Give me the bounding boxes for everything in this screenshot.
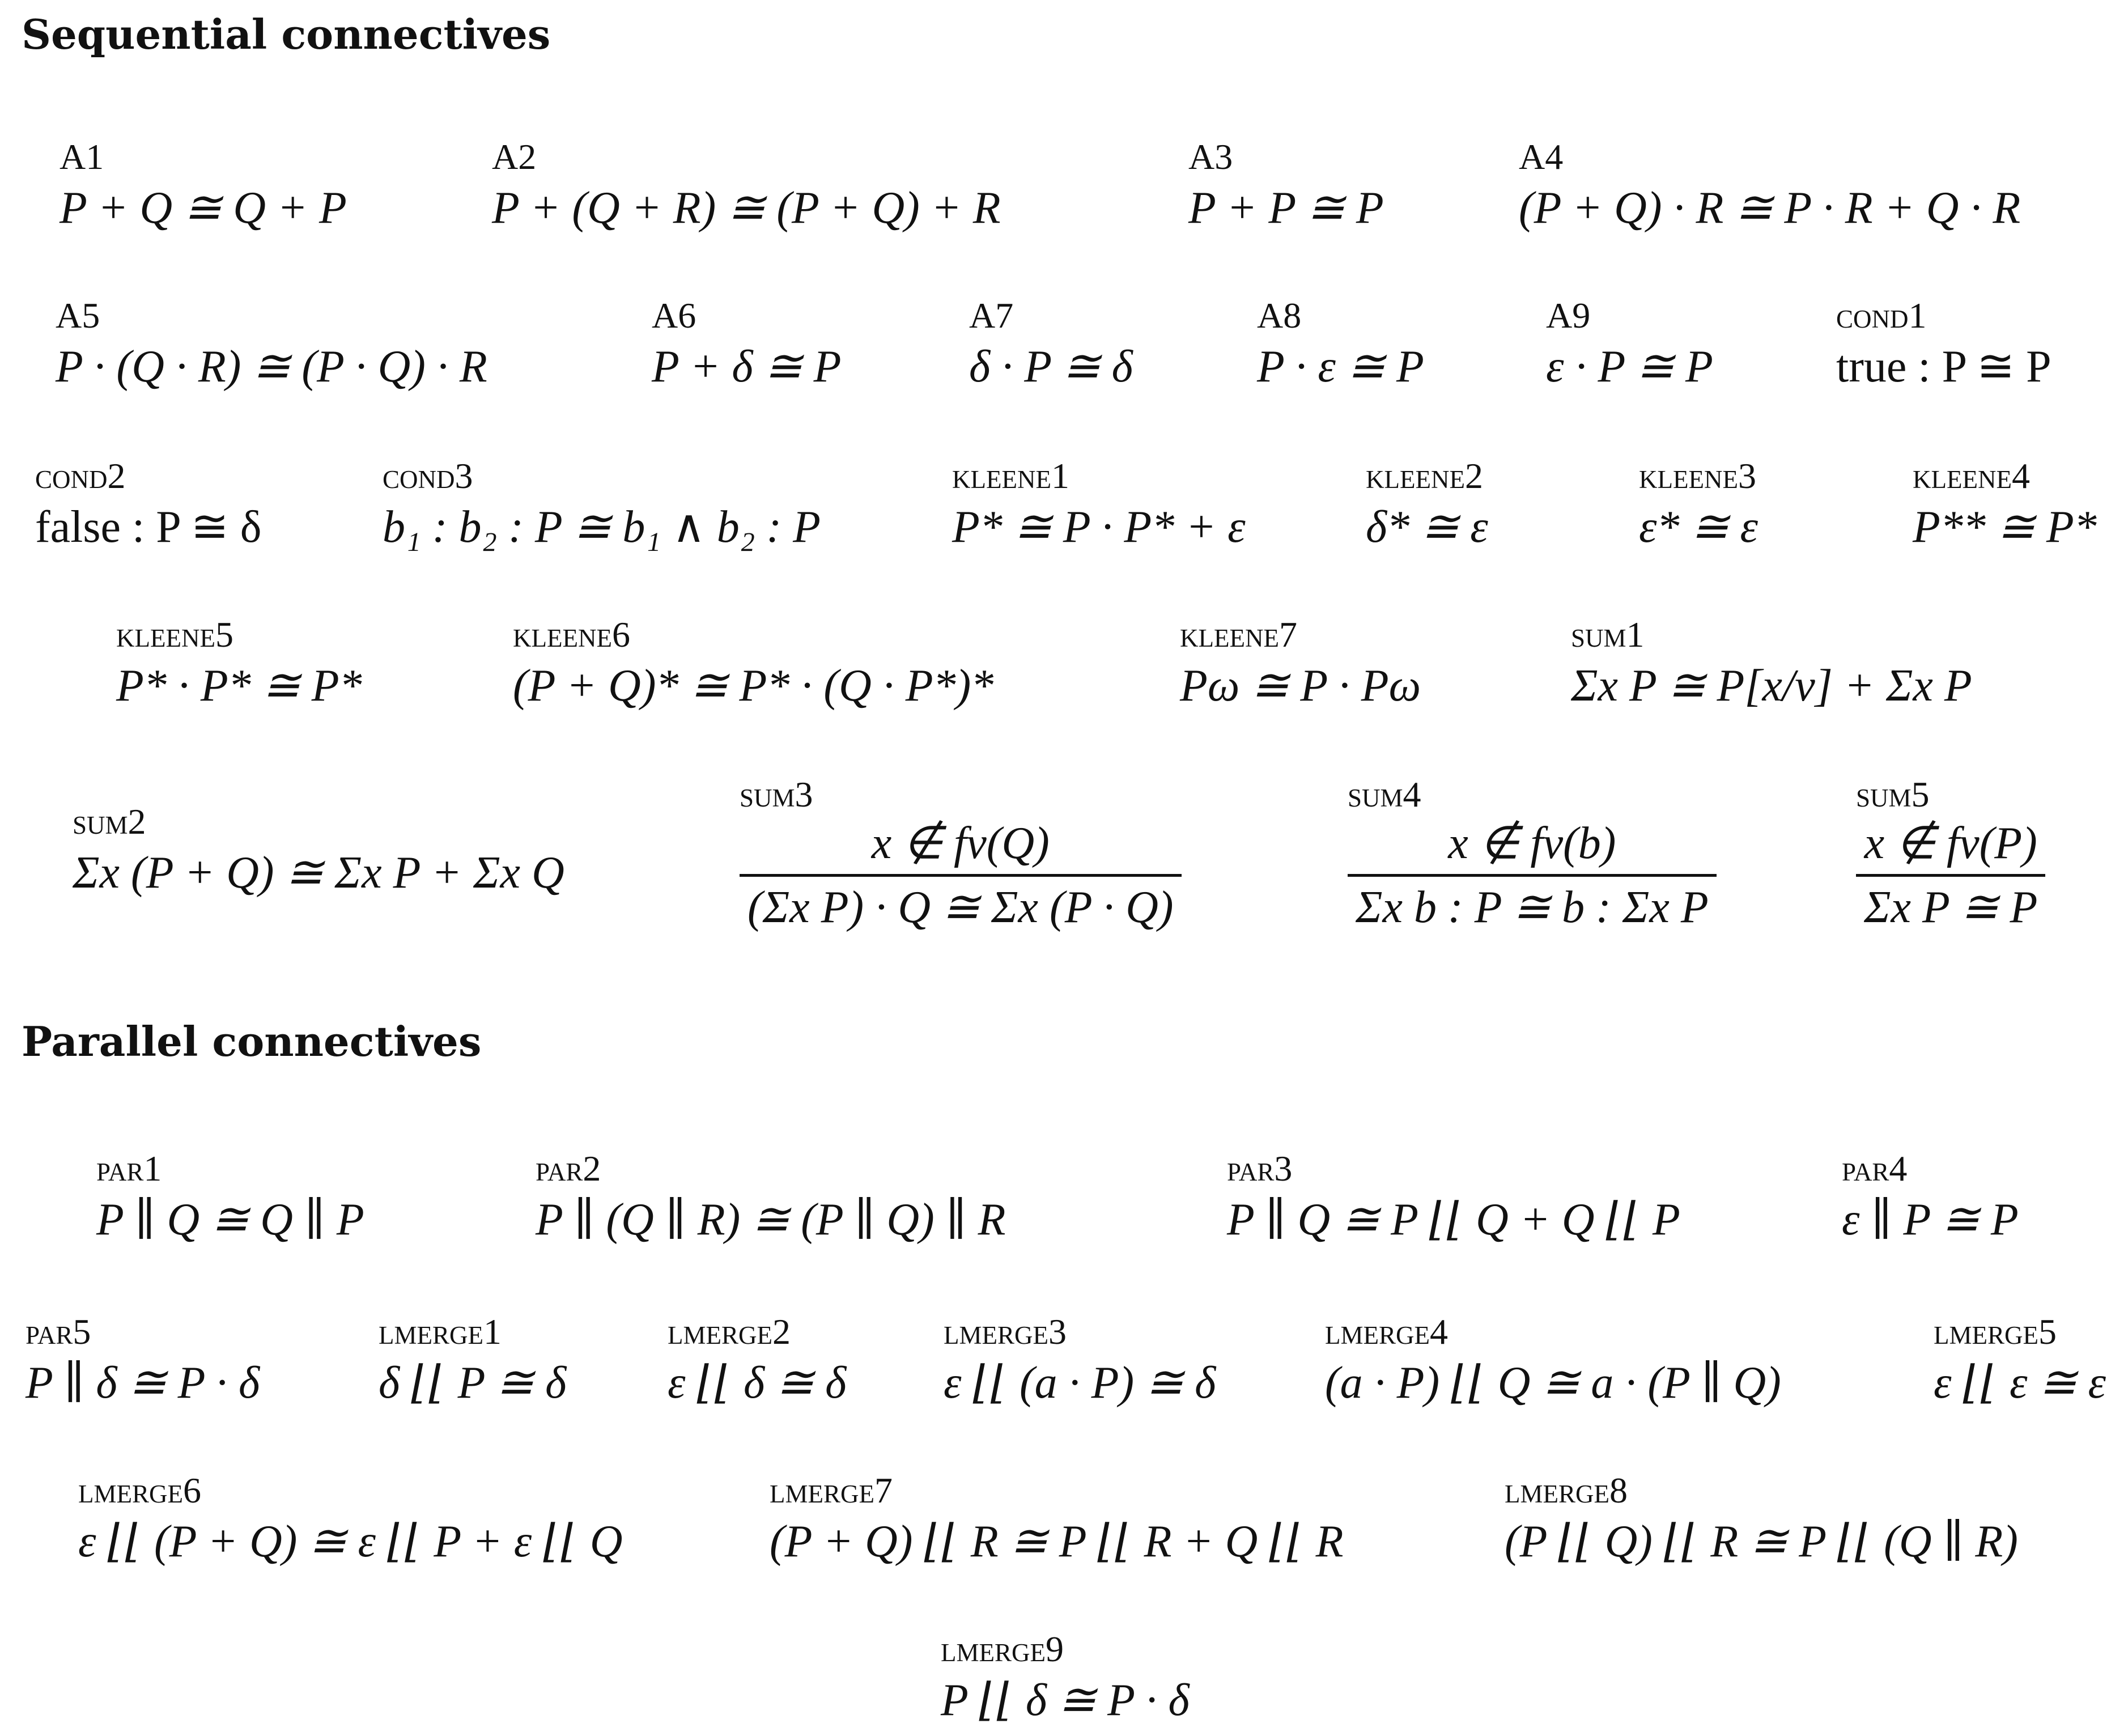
axiom-equation: ε ⌊⌊ (a · P) ≅ δ [944,1358,1216,1408]
axiom-equation: P + P ≅ P [1188,183,1384,233]
inference-rule [1856,818,2045,932]
axiom-a3 [1188,139,1384,233]
axiom-label: A8 [1257,295,1302,336]
axiom-equation: Σx (P + Q) ≅ Σx P + Σx Q [73,848,564,898]
axiom-equation: P ⌊⌊ δ ≅ P · δ [941,1675,1190,1725]
axiom-label: par3 [1227,1148,1293,1189]
axiom-par5 [26,1311,260,1408]
rule-conclusion: Σx P ≅ P [1856,874,2045,932]
axiom-lmerge6 [78,1472,623,1567]
axiom-sum5 [1856,776,2045,932]
axiom-kleene4 [1913,458,2097,552]
axiom-lmerge3 [944,1311,1216,1408]
axiom-kleene1 [952,458,1246,552]
axiom-label: kleene3 [1639,456,1756,496]
axiom-equation: ε ⌊⌊ ε ≅ ε [1934,1358,2106,1408]
axiom-label: A6 [652,295,696,336]
rule-conclusion: (Σx P) · Q ≅ Σx (P · Q) [740,874,1182,932]
axiom-label: sum1 [1571,614,1645,655]
axiom-label: A5 [56,295,100,336]
axiom-label: A7 [969,295,1014,336]
section-title-sequential: Sequential connectives [22,10,551,58]
axiom-lmerge2 [668,1311,847,1408]
axiom-kleene6 [513,614,994,711]
axiom-label: lmerge6 [78,1470,201,1510]
axiom-equation: P ∥ Q ≅ P ⌊⌊ Q + Q ⌊⌊ P [1227,1195,1680,1245]
axiom-equation: δ ⌊⌊ P ≅ δ [379,1358,567,1408]
axiom-label: lmerge8 [1505,1470,1628,1510]
axiom-equation: P · (Q · R) ≅ (P · Q) · R [56,342,487,392]
axiom-par3 [1227,1148,1680,1245]
axiom-label: par5 [26,1311,91,1352]
axiom-equation: ε ⌊⌊ (P + Q) ≅ ε ⌊⌊ P + ε ⌊⌊ Q [78,1517,623,1567]
axiom-equation: δ* ≅ ε [1366,502,1488,552]
axiom-label: cond2 [35,456,126,496]
rule-premise: x ∉ fv(P) [1864,818,2037,868]
axiom-label: sum2 [73,801,146,842]
axiom-label: lmerge3 [944,1311,1067,1352]
axiom-equation: false : P ≅ δ [35,502,262,552]
axiom-equation: P** ≅ P* [1913,502,2097,552]
axiom-label: kleene4 [1913,456,2030,496]
axiom-label: sum3 [740,774,813,814]
axiom-label: cond3 [383,456,473,496]
axiom-cond1 [1836,295,2051,392]
axiom-equation: ε* ≅ ε [1639,502,1759,552]
axiom-kleene3 [1639,458,1758,552]
axiom-a8 [1257,295,1424,392]
axiom-equation: (P + Q) ⌊⌊ R ≅ P ⌊⌊ R + Q ⌊⌊ R [770,1517,1344,1567]
axiom-label: sum5 [1856,774,1930,814]
axiom-equation: P + (Q + R) ≅ (P + Q) + R [492,183,1001,233]
axiom-equation: δ · P ≅ δ [969,342,1133,392]
axiom-equation: true : P ≅ P [1836,342,2051,392]
axiom-equation: Σx P ≅ P[x/v] + Σx P [1571,661,1972,711]
rule-premise: x ∉ fv(b) [1448,818,1616,868]
axiom-label: sum4 [1348,774,1421,814]
inference-rule [1348,818,1717,932]
axiom-label: kleene6 [513,614,630,655]
axiom-equation: (P + Q) · R ≅ P · R + Q · R [1519,183,2021,233]
axiom-label: lmerge7 [770,1470,893,1510]
axiom-a7 [969,295,1133,392]
axiom-equation: Pω ≅ P · Pω [1180,661,1421,711]
axiom-lmerge4 [1325,1311,1781,1408]
axiom-label: lmerge1 [379,1311,502,1352]
axiom-equation: (a · P) ⌊⌊ Q ≅ a · (P ∥ Q) [1325,1358,1781,1408]
axiom-equation: P · ε ≅ P [1257,342,1424,392]
axiom-sum4 [1348,776,1717,932]
axiom-label: lmerge4 [1325,1311,1448,1352]
axiom-label: A4 [1519,137,1564,177]
section-title-parallel: Parallel connectives [22,1017,482,1066]
axiom-label: lmerge5 [1934,1311,2057,1352]
axiom-label: A3 [1188,137,1233,177]
axiom-label: par1 [96,1148,162,1189]
axiom-par2 [536,1148,1006,1245]
axiom-a5 [56,295,487,392]
axiom-lmerge9 [941,1631,1190,1725]
axiom-kleene2 [1366,458,1488,552]
axiom-label: lmerge2 [668,1311,791,1352]
axiom-a9 [1546,295,1713,392]
axiom-lmerge1 [379,1311,567,1408]
axiom-label: kleene7 [1180,614,1297,655]
rule-conclusion: Σx b : P ≅ b : Σx P [1348,874,1717,932]
axiom-equation: P* ≅ P · P* + ε [952,502,1246,552]
axiom-equation: ε ⌊⌊ δ ≅ δ [668,1358,847,1408]
axiom-a1 [60,139,347,233]
axiom-lmerge7 [770,1472,1344,1567]
axiom-equation: ε ∥ P ≅ P [1842,1195,2019,1245]
axiom-label: par2 [536,1148,601,1189]
axiom-label: kleene1 [952,456,1069,496]
axiom-label: A2 [492,137,537,177]
axiom-lmerge5 [1934,1311,2106,1408]
axiom-equation: P* · P* ≅ P* [116,661,362,711]
axiom-a4 [1519,139,2020,233]
axiom-par4 [1842,1148,2019,1245]
axiom-label: A9 [1546,295,1591,336]
axiom-kleene7 [1180,614,1421,711]
axiom-label: kleene5 [116,614,233,655]
axiom-equation: P ∥ (Q ∥ R) ≅ (P ∥ Q) ∥ R [536,1195,1006,1245]
axiom-equation: b₁ : b₂ : P ≅ b₁ ∧ b₂ : P [383,502,821,552]
axiom-equation: P ∥ δ ≅ P · δ [26,1358,260,1408]
axiom-equation: P ∥ Q ≅ Q ∥ P [96,1195,364,1245]
axiom-a6 [652,295,842,392]
axiom-equation: ε · P ≅ P [1546,342,1713,392]
axiom-label: A1 [60,137,104,177]
axiom-par1 [96,1148,364,1245]
axiom-sum2 [73,801,564,898]
axiom-label: par4 [1842,1148,1908,1189]
inference-rule [740,818,1182,932]
axiom-sum1 [1571,614,1972,711]
axiom-equation: (P + Q)* ≅ P* · (Q · P*)* [513,661,994,711]
axiom-equation: (P ⌊⌊ Q) ⌊⌊ R ≅ P ⌊⌊ (Q ∥ R) [1505,1517,2018,1567]
axiom-equation: P + Q ≅ Q + P [60,183,347,233]
axiom-kleene5 [116,614,362,711]
axiom-label: lmerge9 [941,1629,1064,1669]
axiom-label: kleene2 [1366,456,1483,496]
axiom-cond2 [35,458,262,552]
axiom-lmerge8 [1505,1472,2018,1567]
axiom-sum3 [740,776,1182,932]
axiom-a2 [492,139,1001,233]
axiom-cond3 [383,458,821,552]
axiom-label: cond1 [1836,295,1927,336]
axiom-equation: P + δ ≅ P [652,342,842,392]
rule-premise: x ∉ fv(Q) [871,818,1050,868]
